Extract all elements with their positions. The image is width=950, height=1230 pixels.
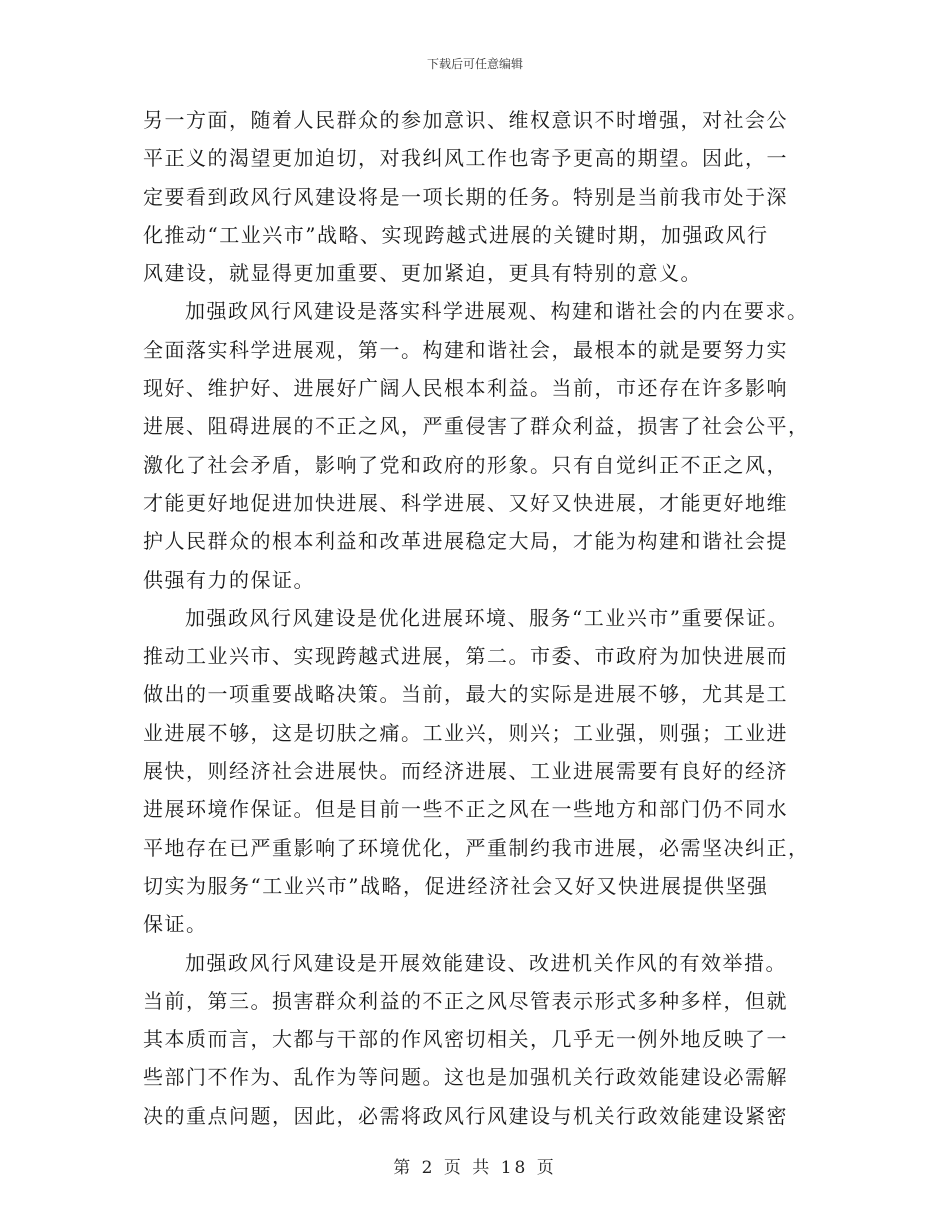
text-line: 当前，第三。损害群众利益的不正之风尽管表示形式多种多样，但就 (143, 988, 788, 1013)
text-line: 平地存在已严重影响了环境优化，严重制约我市进展，必需坚决纠正， (143, 835, 810, 860)
text-line: 供强有力的保证。 (143, 567, 315, 592)
text-line: 做出的一项重要战略决策。当前，最大的实际是进展不够，尤其是工 (143, 682, 788, 707)
text-line: 化推动“工业兴市”战略、实现跨越式进展的关键时期，加强政风行 (143, 222, 769, 247)
page-header-note: 下载后可任意编辑 (426, 57, 523, 71)
paragraph-start-line: 加强政风行风建设是开展效能建设、改进机关作风的有效举措。 (185, 950, 787, 975)
document-body (143, 101, 815, 1135)
text-line: 另一方面，随着人民群众的参加意识、维权意识不时增强，对社会公 (143, 108, 788, 132)
text-line: 定要看到政风行风建设将是一项长期的任务。特别是当前我市处于深 (143, 184, 788, 209)
text-line: 些部门不作为、乱作为等问题。这也是加强机关行政效能建设必需解 (143, 1065, 788, 1090)
text-line: 全面落实科学进展观，第一。构建和谐社会，最根本的就是要努力实 (143, 337, 788, 362)
page-number-footer: 第 2 页 共 18 页 (393, 1158, 557, 1178)
paragraph-start-line: 加强政风行风建设是落实科学进展观、构建和谐社会的内在要求。 (185, 299, 809, 324)
text-line: 护人民群众的根本利益和改革进展稳定大局，才能为构建和谐社会提 (143, 529, 788, 554)
text-line: 进展环境作保证。但是目前一些不正之风在一些地方和部门仍不同水 (143, 797, 788, 822)
text-line: 决的重点问题，因此，必需将政风行风建设与机关行政效能建设紧密 (143, 1103, 788, 1128)
text-line: 推动工业兴市、实现跨越式进展，第二。市委、市政府为加快进展而 (143, 644, 788, 669)
text-line: 进展、阻碍进展的不正之风，严重侵害了群众利益，损害了社会公平， (143, 414, 810, 439)
paragraph-start-line: 加强政风行风建设是优化进展环境、服务“工业兴市”重要保证。 (185, 605, 789, 630)
text-line: 保证。 (143, 912, 208, 937)
text-line: 现好、维护好、进展好广阔人民根本利益。当前，市还存在许多影响 (143, 376, 788, 401)
text-line: 其本质而言，大都与干部的作风密切相关，几乎无一例外地反映了一 (143, 1027, 788, 1052)
text-line: 业进展不够，这是切肤之痛。工业兴，则兴；工业强，则强；工业进 (143, 720, 788, 745)
text-line: 展快，则经济社会进展快。而经济进展、工业进展需要有良好的经济 (143, 759, 788, 784)
text-line: 才能更好地促进加快进展、科学进展、又好又快进展，才能更好地维 (143, 490, 788, 515)
text-line: 平正义的渴望更加迫切，对我纠风工作也寄予更高的期望。因此，一 (143, 146, 788, 171)
text-line: 切实为服务“工业兴市”战略，促进经济社会又好又快进展提供坚强 (143, 873, 769, 898)
text-line: 激化了社会矛盾，影响了党和政府的形象。只有自觉纠正不正之风， (143, 452, 788, 477)
text-line: 风建设，就显得更加重要、更加紧迫，更具有特别的意义。 (143, 261, 702, 286)
